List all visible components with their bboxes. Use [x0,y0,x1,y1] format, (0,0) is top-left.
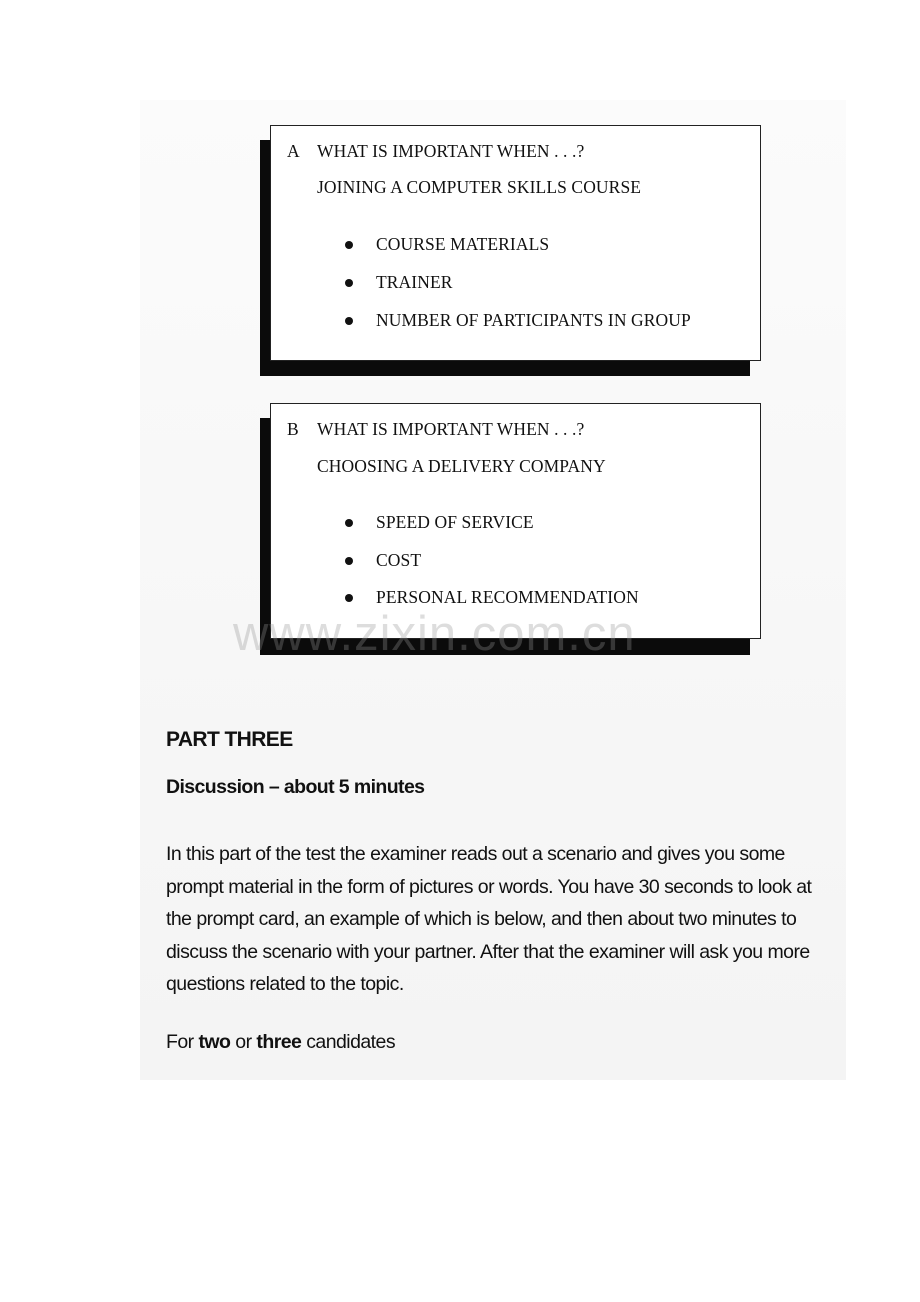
instructions-paragraph [166,838,906,1001]
card-b-bullet-1 [345,512,534,533]
candidates-middle: or [230,1031,257,1053]
bullet-text: SPEED OF SERVICE [376,512,534,532]
watermark: www.zixin.com.cn [233,607,636,661]
card-b-bullet-3 [345,587,639,608]
card-a-letter: A [287,141,300,161]
bullet-text: TRAINER [376,272,453,292]
card-b-question: WHAT IS IMPORTANT WHEN . . .? [317,419,585,439]
bullet-icon [345,519,353,527]
card-a-question: WHAT IS IMPORTANT WHEN . . .? [317,141,585,161]
card-b-bullet-2 [345,550,421,571]
instructions-line: discuss the scenario with your partner. After that the examiner will ask you more [166,940,810,963]
instructions-line: the prompt card, an example of which is below, and then about two minutes to [166,908,797,930]
card-a-bullet-1 [345,234,549,255]
bullet-icon [345,317,353,325]
candidates-suffix: candidates [301,1031,396,1053]
candidates-three: three [256,1031,302,1053]
card-a-topic: JOINING A COMPUTER SKILLS COURSE [317,177,642,197]
bullet-text: PERSONAL RECOMMENDATION [376,587,639,607]
candidates-prefix: For [166,1031,199,1053]
candidates-two: two [198,1031,231,1053]
part-subheading: Discussion – about 5 minutes [166,776,425,798]
bullet-icon [345,279,353,287]
instructions-line: In this part of the test the examiner reads out a scenario and gives you some [166,843,785,865]
bullet-text: NUMBER OF PARTICIPANTS IN GROUP [376,310,691,330]
bullet-icon [345,557,353,565]
bullet-icon [345,241,353,249]
card-b-box [270,403,761,639]
candidates-line [166,1031,395,1054]
card-a-bullet-3 [345,310,691,331]
bullet-icon [345,594,353,602]
bullet-text: COURSE MATERIALS [376,234,550,254]
part-heading: PART THREE [166,728,293,751]
card-b-letter: B [287,419,299,439]
instructions-line: questions related to the topic. [166,973,404,995]
card-b-topic: CHOOSING A DELIVERY COMPANY [317,456,606,476]
card-a-box [270,125,761,361]
bullet-text: COST [376,550,422,570]
card-a-bullet-2 [345,272,453,293]
instructions-line: prompt material in the form of pictures or words. You have 30 seconds to look at [166,875,812,898]
